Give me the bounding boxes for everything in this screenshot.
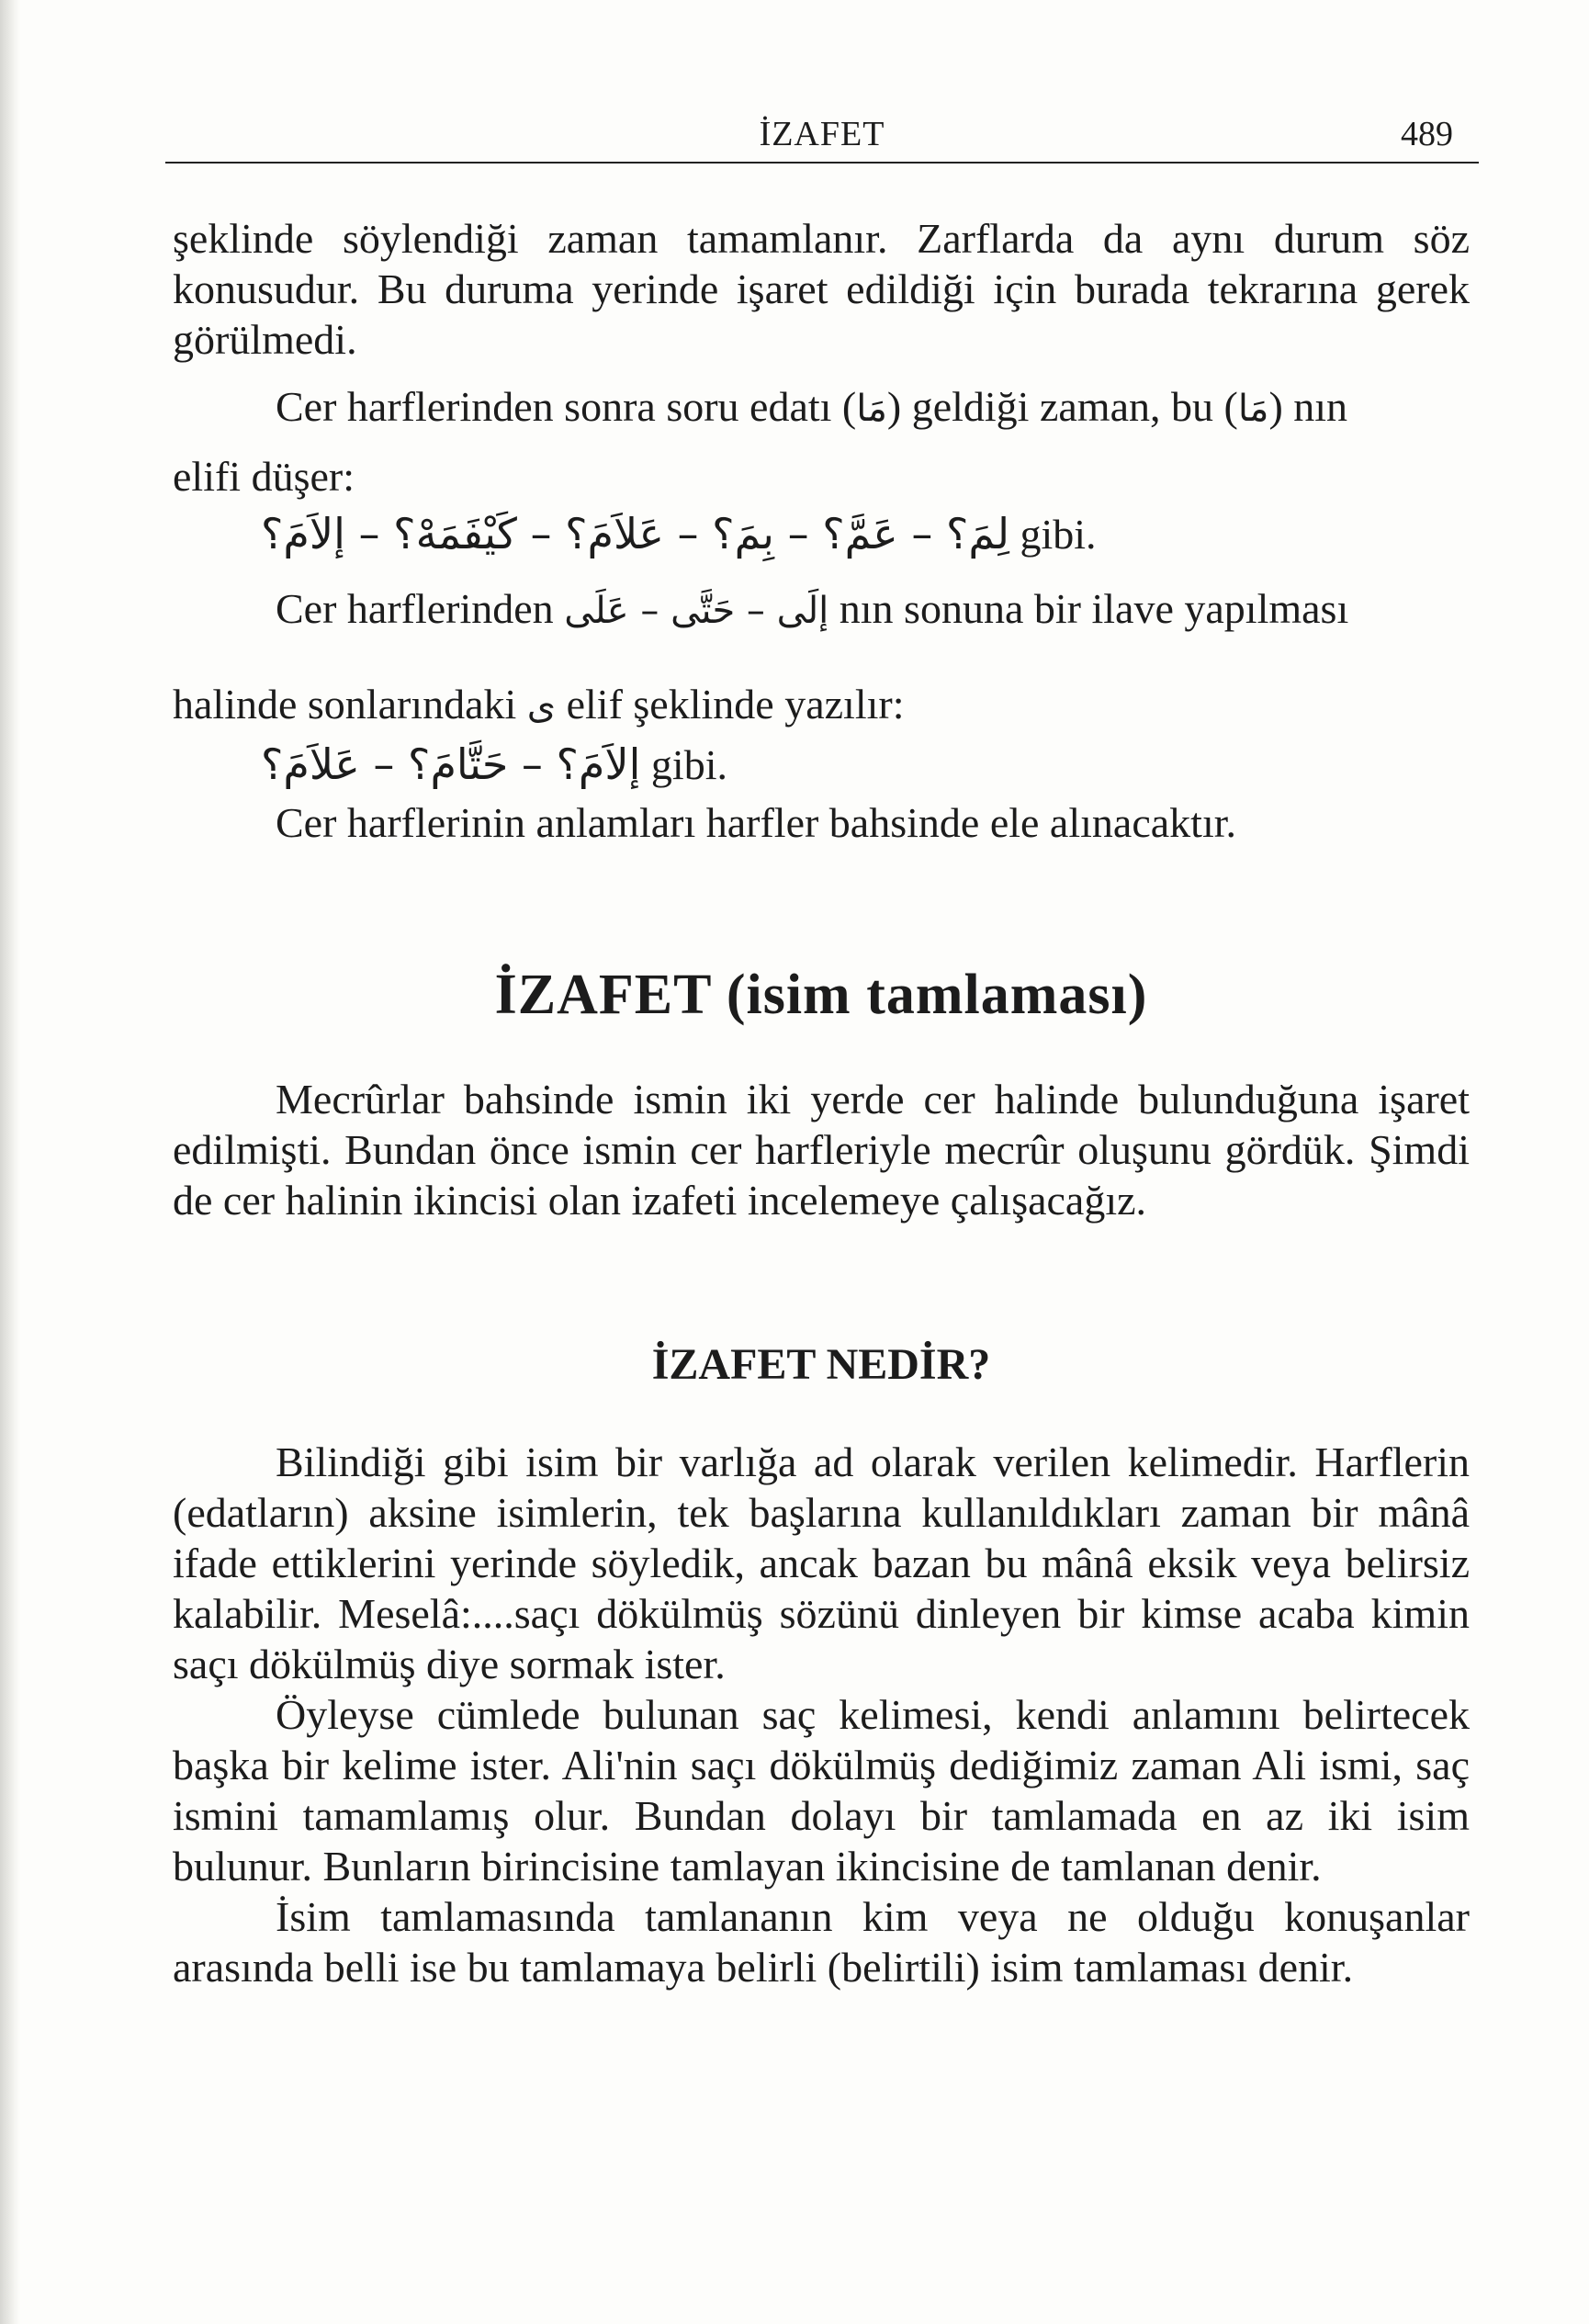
paragraph-elif-duser: elifi düşer:	[173, 453, 355, 500]
arabic-examples-2: إلاَمَ؟ – حَتَّامَ؟ – عَلاَمَ؟ gibi.	[261, 739, 727, 789]
paragraph-anlamlari: Cer harflerinin anlamları harfler bahsinde ele alınacaktır.	[276, 799, 1237, 846]
paragraph-cer-harfleri-ilave: Cer harflerinden إلَى – حَتَّى – عَلَى nın sonuna bir ilave yapılması	[276, 585, 1349, 632]
paragraph-isim-tamlamasi: İsim tamlamasında tamlananın kim veya ne olduğu konuşanlar arasında belli ise bu tamlamaya belirli (belirtili) isim tamlaması denir.	[173, 1893, 1470, 1991]
page-number: 489	[1401, 115, 1453, 153]
section-title: İZAFET (isim tamlaması)	[494, 964, 1148, 1026]
arabic-ma-1: مَا	[856, 388, 887, 430]
paragraph-bilindigi-gibi: Bilindiği gibi isim bir varlığa ad olarak verilen kelimedir. Harflerin (edatların) aksine isimlerin, tek başlarına kullanıldıkları zaman bir mânâ ifade ettiklerini yerinde söyledik, ancak bazan bu mânâ eksik veya belirsiz kalabilir. Meselâ:....saçı dökülmüş sözünü dinleyen bir kimse acaba kimin saçı dökülmüş diye sormak ister.	[173, 1438, 1470, 1687]
paragraph-elif-sekli: halinde sonlarındaki ى elif şeklinde yazılır:	[173, 681, 905, 728]
arabic-ya: ى	[526, 685, 557, 728]
paragraph-intro: şeklinde söylendiği zaman tamamlanır. Zarflarda da aynı durum söz konusudur. Bu duruma yerinde işaret edildiği için burada tekrarına gerek görülmedi.	[173, 215, 1470, 363]
arabic-examples-1: لِمَ؟ – عَمَّ؟ – بِمَ؟ – عَلاَمَ؟ – كَيْفَمَهْ؟ – إلاَمَ؟ gibi.	[261, 509, 1097, 558]
subsection-title: İZAFET NEDİR?	[651, 1340, 991, 1389]
arabic-ma-2: مَا	[1237, 388, 1269, 430]
arabic-question-words: لِمَ؟ – عَمَّ؟ – بِمَ؟ – عَلاَمَ؟ – كَيْفَمَهْ؟ – إلاَمَ؟	[261, 509, 1009, 558]
arabic-example-words: إلاَمَ؟ – حَتَّامَ؟ – عَلاَمَ؟	[261, 739, 641, 789]
page-edge-shadow	[0, 0, 20, 2324]
arabic-prepositions: إلَى – حَتَّى – عَلَى	[564, 590, 829, 632]
paragraph-oyleyse: Öyleyse cümlede bulunan saç kelimesi, kendi anlamını belirtecek başka bir kelime ister. Ali'nin saçı dökülmüş dediğimiz zaman Ali ismi, saç ismini tamamlamış olur. Bundan dolayı bir tamlamada en az iki isim bulunur. Bunların birincisine tamlayan ikincisine de tamlanan denir.	[173, 1691, 1470, 1890]
paragraph-soru-edati: Cer harflerinden sonra soru edatı (مَا) geldiği zaman, bu (مَا) nın	[276, 383, 1348, 430]
running-title: İZAFET	[759, 115, 885, 153]
running-header	[165, 110, 1479, 164]
paragraph-mecrurlar: Mecrûrlar bahsinde ismin iki yerde cer halinde bulunduğuna işaret edilmişti. Bundan önce ismin cer harfleriyle mecrûr oluşunu gördük. Şimdi de cer halinin ikincisi olan izafeti incelemeye çalışacağız.	[173, 1076, 1470, 1224]
page-body	[173, 213, 1470, 1992]
